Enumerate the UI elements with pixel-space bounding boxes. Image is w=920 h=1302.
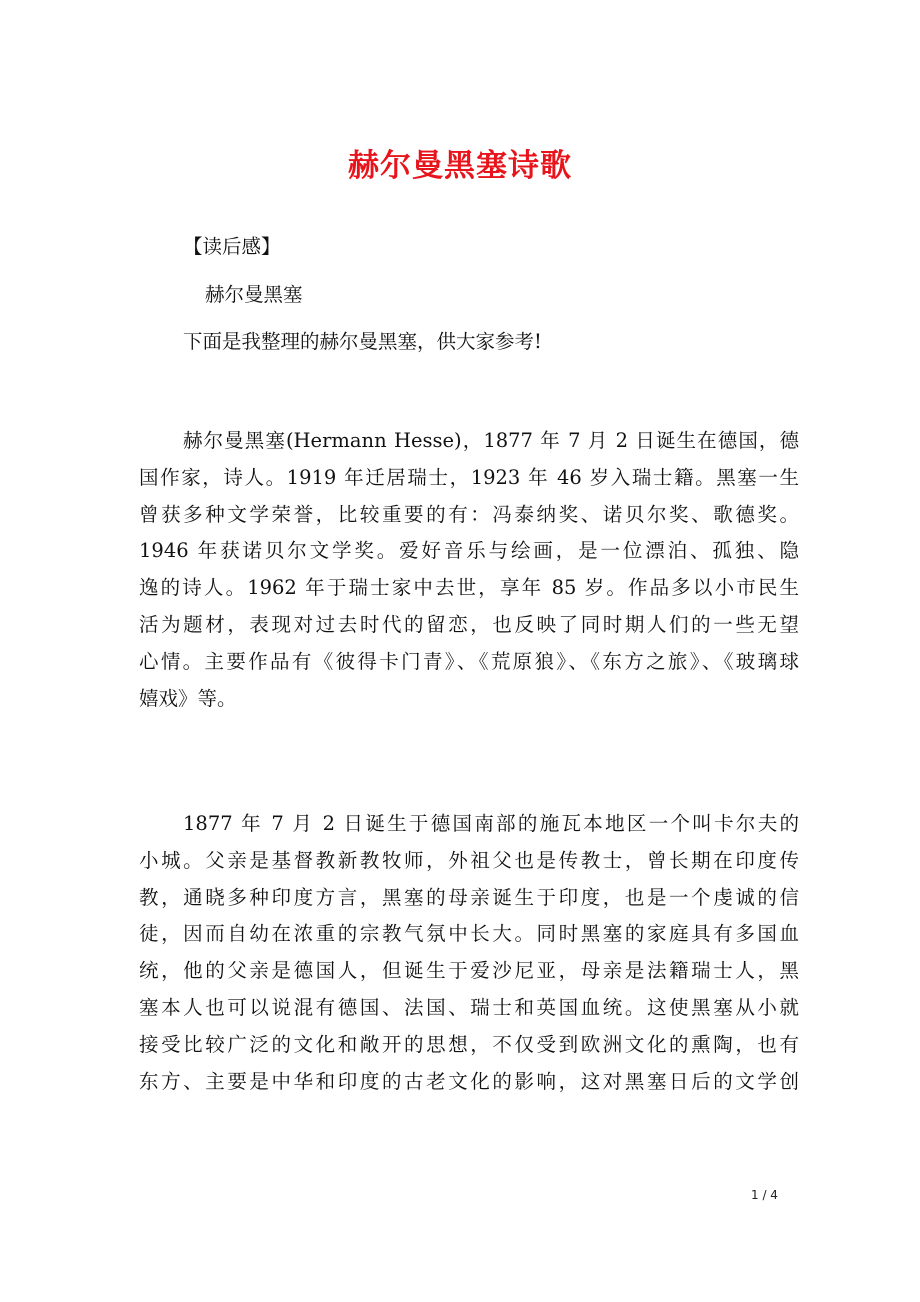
paragraph-line: 嬉戏》等。 [139, 686, 237, 710]
paragraph-line: 活为题材，表现对过去时代的留恋，也反映了同时期人们的一些无望 [139, 612, 799, 636]
paragraph-line: 赫尔曼黑塞(Hermann Hesse)，1877 年 7 月 2 日诞生在德国，德 [183, 429, 799, 452]
paragraph-line: 曾获多种文学荣誉，比较重要的有：冯泰纳奖、诺贝尔奖、歌德奖。 [139, 502, 799, 526]
paragraph-line: 接受比较广泛的文化和敞开的思想，不仅受到欧洲文化的熏陶，也有 [139, 1032, 799, 1056]
paragraph-line: 心情。主要作品有《彼得卡门青》、《荒原狼》、《东方之旅》、《玻璃球 [139, 649, 799, 673]
intro-line: 下面是我整理的赫尔曼黑塞，供大家参考! [183, 330, 542, 353]
paragraph-line: 塞本人也可以说混有德国、法国、瑞士和英国血统。这使黑塞从小就 [139, 995, 799, 1019]
document-title: 赫尔曼黑塞诗歌 [348, 148, 572, 184]
category-tag: 【读后感】 [183, 235, 281, 258]
page-number: 1 / 4 [751, 1188, 778, 1202]
paragraph-line: 国作家，诗人。1919 年迁居瑞士，1923 年 46 岁入瑞士籍。黑塞一生 [139, 465, 799, 489]
paragraph-line: 1877 年 7 月 2 日诞生于德国南部的施瓦本地区一个叫卡尔夫的 [183, 812, 799, 835]
paragraph-early-life [139, 806, 799, 1100]
subtitle-line: 赫尔曼黑塞 [205, 283, 303, 306]
paragraph-line: 逸的诗人。1962 年于瑞士家中去世，享年 85 岁。作品多以小市民生 [139, 576, 799, 600]
paragraph-line: 1946 年获诺贝尔文学奖。爱好音乐与绘画，是一位漂泊、孤独、隐 [139, 539, 799, 563]
paragraph-line: 东方、主要是中华和印度的古老文化的影响，这对黑塞日后的文学创 [139, 1069, 799, 1093]
paragraph-line: 小城。父亲是基督教新教牧师，外祖父也是传教士，曾长期在印度传 [139, 848, 799, 872]
paragraph-line: 徒，因而自幼在浓重的宗教气氛中长大。同时黑塞的家庭具有多国血 [139, 922, 799, 946]
paragraph-line: 统，他的父亲是德国人，但诞生于爱沙尼亚，母亲是法籍瑞士人，黑 [139, 959, 799, 983]
paragraph-biography [139, 423, 799, 717]
paragraph-line: 教，通晓多种印度方言，黑塞的母亲诞生于印度，也是一个虔诚的信 [139, 885, 799, 909]
